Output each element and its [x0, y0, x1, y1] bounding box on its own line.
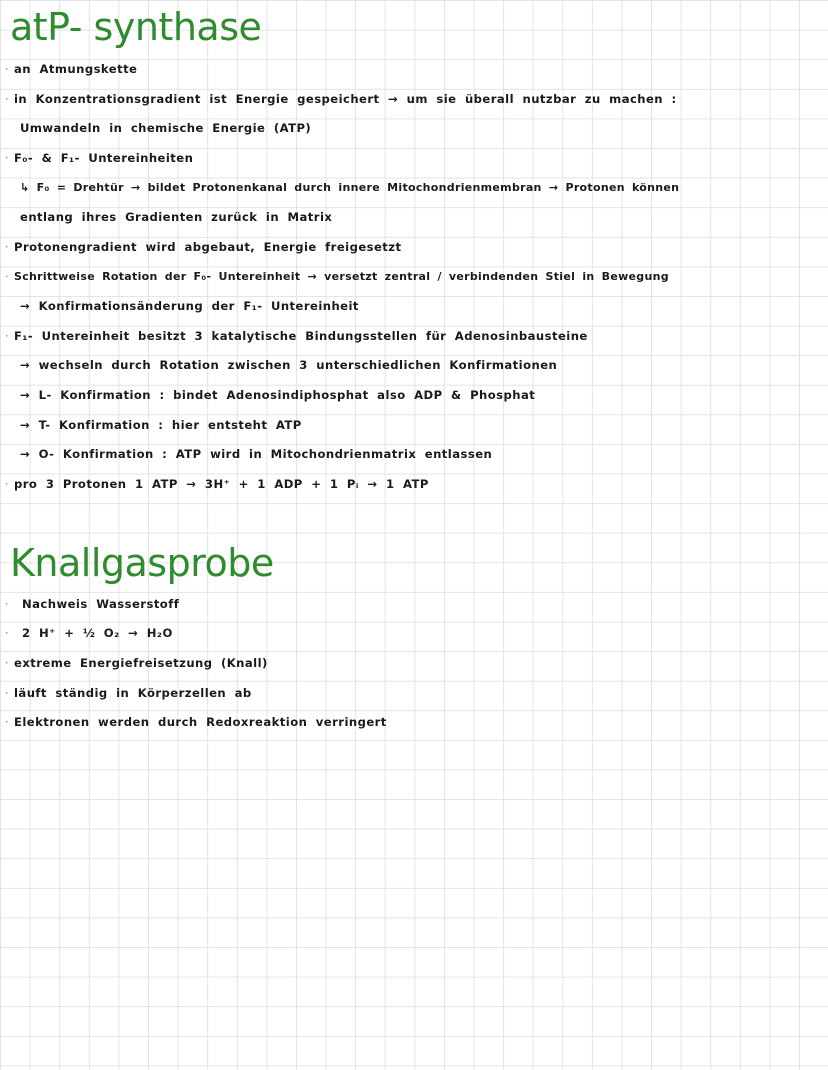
- line-text: → Konfirmationsänderung der F₁- Untereinheit: [20, 299, 359, 313]
- line-text: → O- Konfirmation : ATP wird in Mitochondrienmatrix entlassen: [20, 447, 493, 461]
- line-text: → T- Konfirmation : hier entsteht ATP: [20, 418, 302, 432]
- bullet-dot: ·: [4, 715, 10, 729]
- line-text: entlang ihres Gradienten zurück in Matrix: [20, 210, 333, 224]
- note-line: [0, 240, 401, 254]
- note-line: [0, 358, 557, 372]
- line-text: Schrittweise Rotation der F₀- Untereinheit → versetzt zentral / verbindenden Stiel in Bewegung: [14, 270, 669, 283]
- line-text: läuft ständig in Körperzellen ab: [14, 686, 252, 700]
- line-text: Elektronen werden durch Redoxreaktion verringert: [14, 715, 387, 729]
- bullet-dot: ·: [4, 329, 10, 343]
- section-title-knallgasprobe: Knallgasprobe: [10, 541, 274, 585]
- note-line: [0, 270, 669, 284]
- bullet-dot: ·: [4, 597, 10, 611]
- bullet-dot: ·: [4, 477, 10, 491]
- note-line: [0, 151, 193, 165]
- note-line: [0, 62, 137, 76]
- note-line: [0, 92, 677, 106]
- note-line: [0, 299, 359, 313]
- bullet-dot: ·: [4, 626, 10, 640]
- note-line: [0, 418, 302, 432]
- line-text: Umwandeln in chemische Energie (ATP): [20, 121, 312, 135]
- line-text: ↳ F₀ = Drehtür → bildet Protonenkanal durch innere Mitochondrienmembran → Protonen können: [20, 181, 680, 194]
- section-title-atp-synthase: atP- synthase: [10, 5, 262, 49]
- bullet-dot: ·: [4, 62, 10, 76]
- bullet-dot: ·: [4, 686, 10, 700]
- line-text: → L- Konfirmation : bindet Adenosindiphosphat also ADP & Phosphat: [20, 388, 536, 402]
- line-text: F₀- & F₁- Untereinheiten: [14, 151, 194, 165]
- bullet-dot: ·: [4, 656, 10, 670]
- note-line: [0, 210, 332, 224]
- line-text: F₁- Untereinheit besitzt 3 katalytische Bindungsstellen für Adenosinbausteine: [14, 329, 588, 343]
- line-text: an Atmungskette: [14, 62, 138, 76]
- note-line: [0, 597, 179, 611]
- note-line: [0, 329, 588, 343]
- note-line: [0, 181, 679, 195]
- note-line: [0, 121, 311, 135]
- note-line: [0, 447, 492, 461]
- line-text: Nachweis Wasserstoff: [22, 597, 180, 611]
- note-line: [0, 656, 268, 670]
- note-line: [0, 686, 252, 700]
- line-text: extreme Energiefreisetzung (Knall): [14, 656, 268, 670]
- bullet-dot: ·: [4, 240, 10, 254]
- line-text: in Konzentrationsgradient ist Energie gespeichert → um sie überall nutzbar zu machen :: [14, 92, 677, 106]
- bullet-dot: ·: [5, 270, 9, 283]
- note-line: [0, 626, 173, 640]
- line-text: Protonengradient wird abgebaut, Energie freigesetzt: [14, 240, 402, 254]
- line-text: pro 3 Protonen 1 ATP → 3H⁺ + 1 ADP + 1 Pᵢ → 1 ATP: [14, 477, 429, 491]
- line-text: → wechseln durch Rotation zwischen 3 unterschiedlichen Konfirmationen: [20, 358, 558, 372]
- note-line: [0, 388, 535, 402]
- line-text: 2 H⁺ + ½ O₂ → H₂O: [22, 626, 173, 640]
- bullet-dot: ·: [4, 92, 10, 106]
- bullet-dot: ·: [4, 151, 10, 165]
- note-line: [0, 715, 387, 729]
- note-line: [0, 477, 429, 491]
